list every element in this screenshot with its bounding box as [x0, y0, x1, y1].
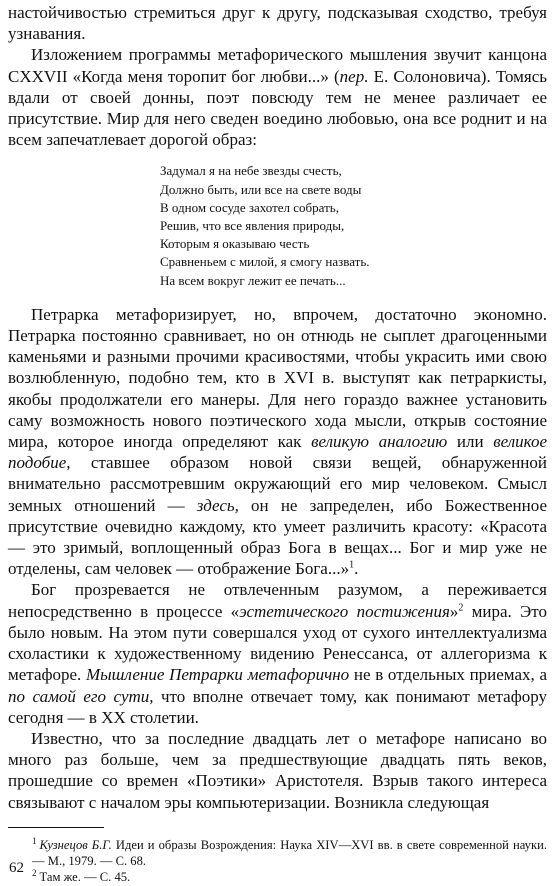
paragraph-text: Изложением программы метафорического мышления звучит канцона CXXVII «Когда меня торопит бог любви...» ( — [8, 45, 547, 86]
paragraph-text: Петрарка метафоризирует, но, впрочем, достаточно экономно. Петрарка постоянно сравнивает, но он отнюдь не сыплет драгоценными каменьями и разными прочими красивостями, чтобы украсить ими свою возлюбленную, подобно тем, кто в XVI в. выступят как петраркисты, якобы продолжатели его манеры. Для него гораздо важнее установить саму возможность нового поэтического хода мысли, открыв состояние мира, которое иногда определяют как — [8, 304, 547, 452]
paragraph-text: он не запределен, ибо Божественное присутствие очевидно каждому, кто умеет различить красоту: «Красота — это зримый, воплощенный образ Бога в вещах... Бог и мир уже не отделены, сам человек — отображение Бога...» — [8, 495, 547, 579]
poem-quote — [160, 162, 547, 289]
paragraph-text: мира. Это было новым. На этом пути совершался уход от сухого интеллектуализма схоластики к художественному видению Ренессанса, от аллегоризма к метафоре. — [8, 601, 547, 685]
footnote-1 — [8, 837, 547, 869]
paragraph-petrarch — [8, 304, 547, 580]
footnote-divider — [8, 827, 104, 828]
italic-term: великую аналогию — [311, 432, 448, 452]
paragraph-god — [8, 579, 547, 727]
footnote-author: Кузнецов Б.Г. — [39, 837, 112, 852]
footnote-2 — [8, 869, 547, 885]
footnote-ref: 2 — [458, 602, 464, 614]
footnote-mark: 1 — [32, 835, 37, 846]
footnotes — [8, 837, 547, 886]
italic-term: великое подобие — [8, 432, 547, 473]
italic-term: Мышление Петрарки метафорично — [86, 665, 350, 685]
italic-term: здесь, — [196, 495, 239, 515]
paragraph-text: что вполне отвечает тому, как понимают метафору сегодня — в XX столетии. — [8, 686, 547, 727]
poem-line: Которым я оказываю честь — [160, 236, 310, 252]
paragraph-text: , ставшее образом новой связи вещей, обнаруженной внимательно рассмотревшим окружающий его мир человеком. Смысл земных отношений — — [8, 453, 547, 515]
paragraph-text: . — [354, 559, 359, 579]
poem-line: Должно быть, или все на свете воды — [160, 181, 362, 197]
page-number: 62 — [9, 860, 24, 876]
poem-line: На всем вокруг лежит ее печать... — [160, 272, 346, 288]
poem-line: Сравненьем с милой, я смогу назвать. — [160, 254, 370, 270]
paragraph-text: Бог прозревается не отвлеченным разумом, а переживается непосредственно в процессе « — [8, 580, 547, 621]
paragraph-text: » — [449, 601, 459, 621]
paragraph-text: настойчивостью стремиться друг к другу, подсказывая сходство, требуя узнавания. — [8, 3, 547, 44]
paragraph-text: Известно, что за последние двадцать лет о метафоре написано во много раз больше, чем за предшествующие двадцать пять веков, прошедшие со времен «Поэтики» Аристотеля. Взрыв такого интереса связывают с началом эры компьютеризации. Возникла следующая — [8, 728, 547, 812]
translator-abbrev: пер. — [339, 66, 369, 86]
footnote-text: Там же. — С. 45. — [39, 870, 131, 885]
main-text — [8, 2, 547, 813]
poem-line: Решив, что все явления природы, — [160, 218, 345, 234]
paragraph-text: не в отдельных приемах, а — [349, 665, 547, 685]
paragraph-text: Е. Солоновича). Томясь вдали от своей донны, поэт повсюду тем не менее различает ее присутствие. Мир для него сведен воедино любовью, она все роднит и на всем запечатлевает дорогой образ: — [8, 66, 547, 150]
footnote-text: Идеи и образы Возрождения: Наука XIV—XVI вв. в свете современной науки. — М., 1979. — С. 68. — [32, 837, 547, 868]
footnote-ref: 1 — [349, 559, 355, 571]
footnote-mark: 2 — [32, 867, 37, 878]
poem-line: Задумал я на небе звезды счесть, — [160, 163, 342, 179]
poem-line: В одном сосуде захотел собрать, — [160, 199, 339, 215]
paragraph-canzone — [8, 44, 547, 150]
italic-term: по самой его сути, — [8, 686, 154, 706]
italic-term: эстетического постижения — [239, 601, 450, 621]
paragraph-continuation — [8, 2, 547, 44]
paragraph-metaphor — [8, 728, 547, 813]
paragraph-text: или — [447, 432, 494, 452]
